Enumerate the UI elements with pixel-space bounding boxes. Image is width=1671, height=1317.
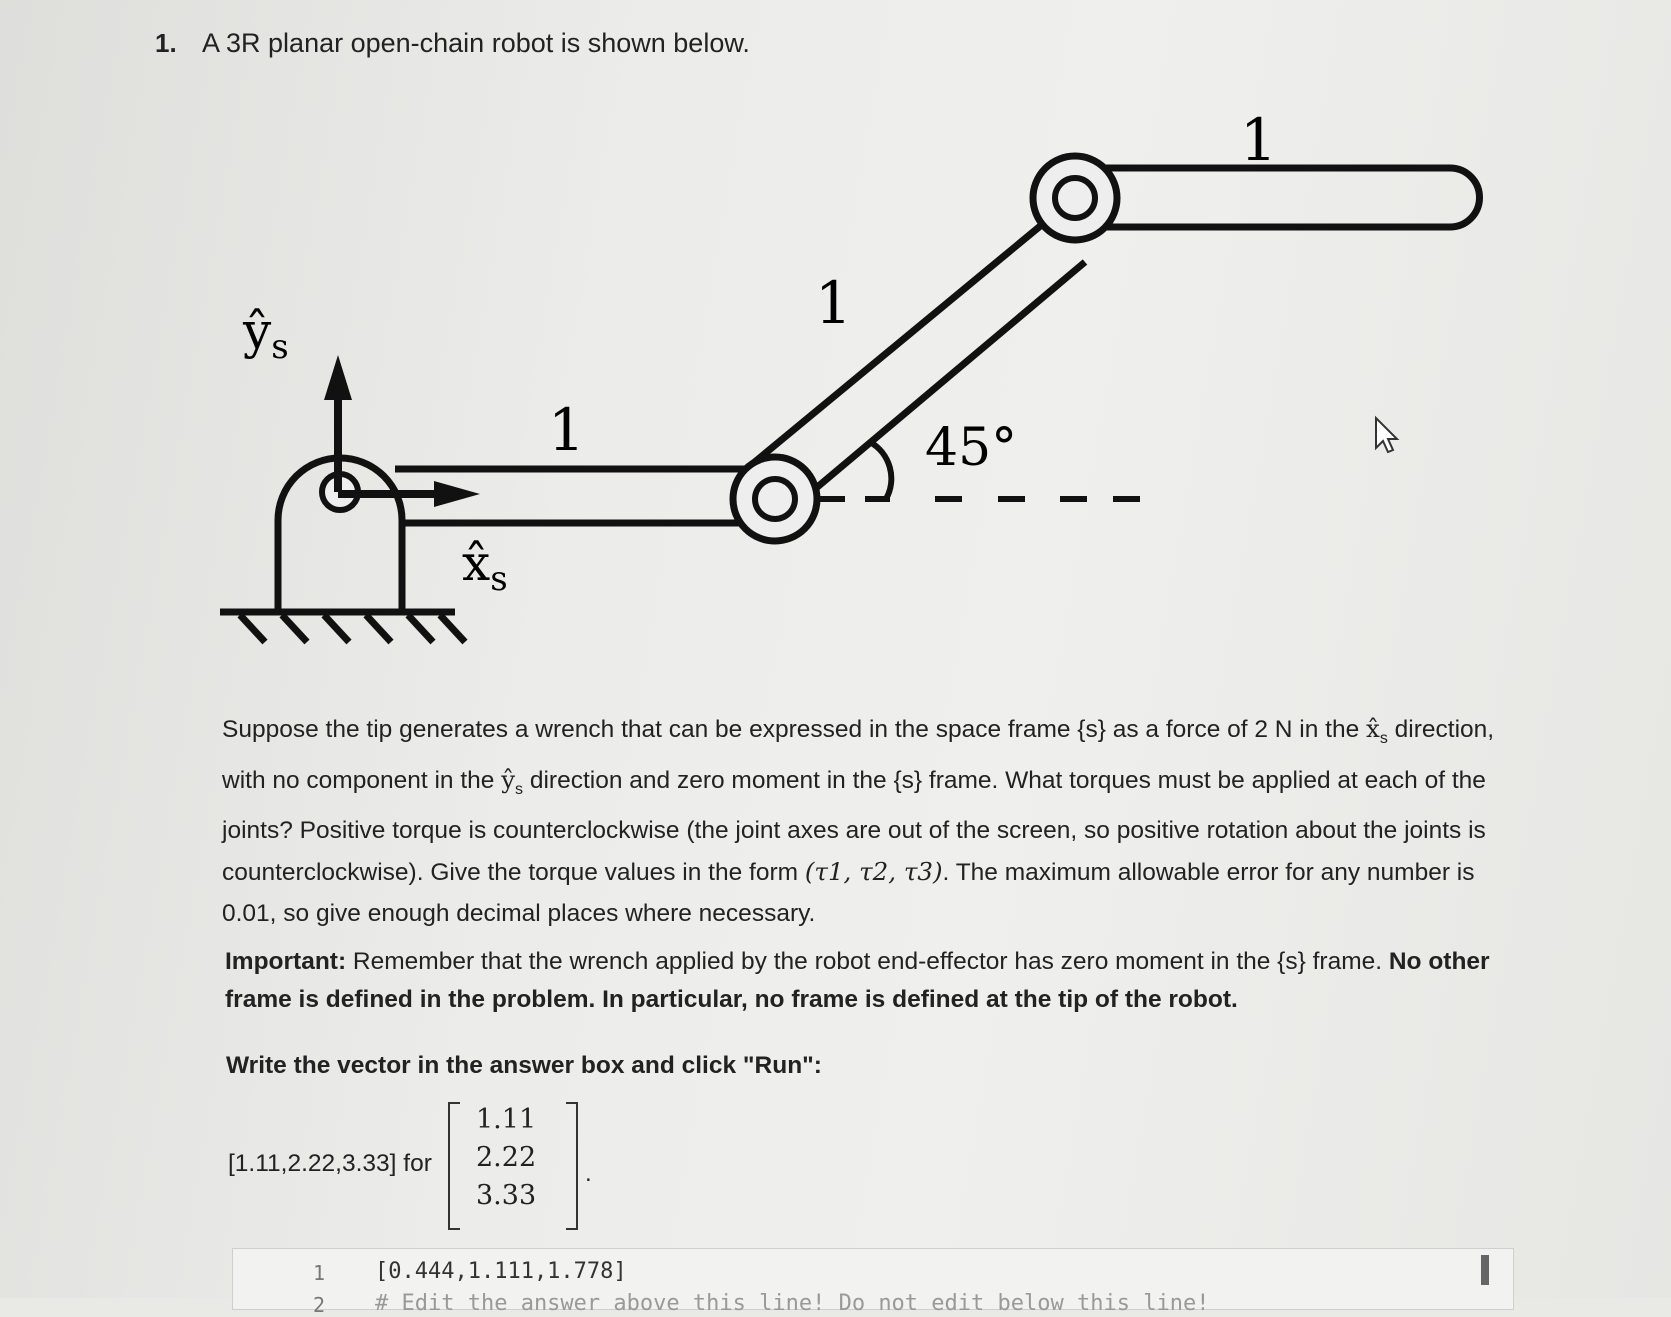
example-suffix: . [585,1160,592,1187]
matrix-value: 1.11 [476,1104,537,1135]
question-number: 1. [155,28,177,58]
mouse-pointer-icon [1376,418,1397,452]
important-note: Important: Remember that the wrench applied by the robot end-effector has zero moment in the {s} frame. No other frame is defined in the problem. In particular, no frame is defined at the tip of the robot. [225,948,1490,1013]
joint-2 [733,457,817,541]
torque-form: (τ1, τ2, τ3) [804,856,943,886]
link-3-length-label: 1 [1240,106,1277,174]
angle-arc [870,442,891,499]
line-number: 1 [313,1261,326,1285]
matrix-left-bracket [448,1102,460,1230]
ys-label: $ŷ_s$ [243,302,289,367]
matrix-value: 2.22 [476,1142,537,1173]
example-matrix [448,1102,578,1232]
ys-axis-arrow [324,355,352,492]
matrix-right-bracket [566,1102,578,1230]
angle-label: 45° [925,418,1018,478]
question-title: A 3R planar open-chain robot is shown below. [202,28,750,58]
instruction-text: Write the vector in the answer box and click "Run": [226,1052,822,1079]
scrollbar-thumb[interactable] [1481,1255,1489,1285]
matrix-value: 3.33 [476,1180,537,1211]
ground [220,612,465,642]
link-1-length-label: 1 [548,396,585,464]
joint-3 [1033,156,1117,240]
link-3 [1100,168,1480,227]
link-2-length-label: 1 [815,269,852,337]
answer-code-editor[interactable] [232,1248,1514,1317]
example-prefix: [1.11,2.22,3.33] for [228,1150,432,1177]
line-number: 2 [313,1293,326,1317]
answer-code-line[interactable]: [0.444,1.111,1.778] [375,1259,627,1284]
xs-label: $x̂_s$ [462,534,508,599]
comment-code-line[interactable]: # Edit the answer above this line! Do not edit below this line! [375,1291,1210,1316]
problem-paragraph: Suppose the tip generates a wrench that can be expressed in the space frame {s} as a force of 2 N in the $x̂_s$ direction, with no component in the $ŷ_s$ direction and zero moment in the {s} frame. What torques must be applied at each of the joints? Positive torque is counterclockwise (the joint axes are out of the screen, so positive rotation about the joints is counterclockwise). Give the torque values in the form (τ1, τ2, τ3). The maximum allowable error for any number is 0.01, so give enough decimal places where necessary. [222,714,1495,927]
